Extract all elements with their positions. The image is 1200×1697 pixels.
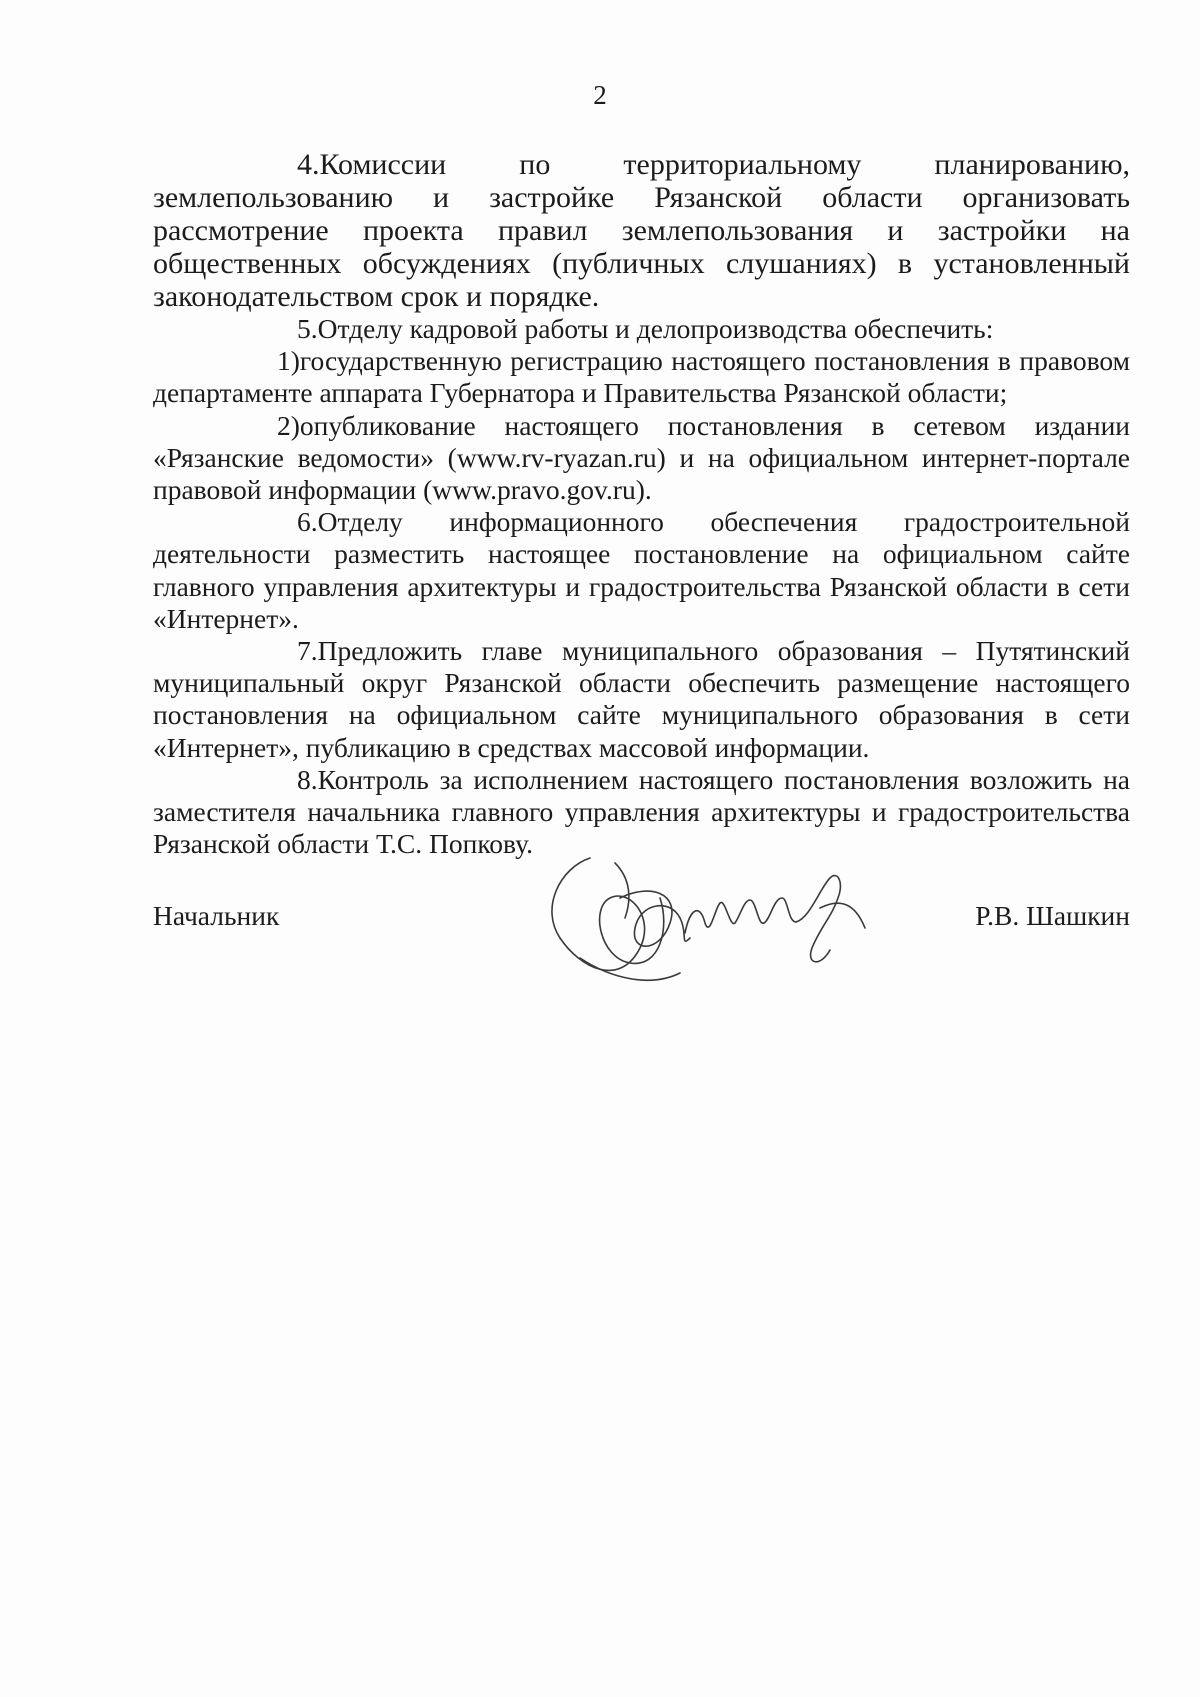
signature-stroke (685, 898, 796, 933)
paragraph-text: Отделу кадровой работы и делопроизводства обеспечить: (317, 313, 994, 344)
paragraph-text: Предложить главе муниципального образования – Путятинский муниципальный округ Рязанской области обеспечить размещение настоящего постановления на официальном сайте муниципального образования в сети «Интернет», публикацию в средствах массовой информации. (153, 635, 1130, 763)
handwritten-signature (520, 838, 920, 998)
paragraph-text: Отделу информационного обеспечения градостроительной деятельности разместить настоящее постановление на официальном сайте главного управления архитектуры и градостроительства Рязанской области в сети «Интернет». (153, 506, 1130, 634)
paragraph-6 (153, 506, 1130, 635)
signature-stroke (615, 863, 629, 918)
signature-stroke (552, 858, 664, 970)
paragraph-number: 1) (277, 345, 300, 377)
subparagraph-2 (153, 410, 1130, 507)
paragraph-number: 7. (297, 635, 318, 667)
paragraph-number: 6. (297, 506, 318, 538)
paragraph-number: 4. (297, 148, 320, 181)
paragraph-7 (153, 635, 1130, 764)
signatory-name: Р.В. Шашкин (975, 900, 1130, 931)
signature-stroke (796, 876, 840, 962)
document-body (153, 148, 1130, 860)
subparagraph-1 (153, 345, 1130, 409)
paragraph-number: 2) (277, 409, 300, 441)
paragraph-text: Комиссии по территориальному планированию, землепользованию и застройке Рязанской области организовать рассмотрение проекта правил землепользования и застройки на общественных обсуждениях (публичных слушаниях) в установленный законодательством срок и порядке. (153, 148, 1130, 313)
signatory-title: Начальник (153, 900, 280, 931)
paragraph-text: опубликование настоящего постановления в сетевом издании «Рязанские ведомости» (www.rv-ryazan.ru) и на официальном интернет-портале правовой информации (www.pravo.gov.ru). (153, 409, 1130, 506)
signature-stroke (820, 903, 865, 928)
page-number: 2 (593, 80, 607, 110)
paragraph-4 (153, 148, 1130, 313)
paragraph-5 (153, 313, 1130, 345)
paragraph-text: государственную регистрацию настоящего постановления в правовом департаменте аппарата Губернатора и Правительства Рязанской области; (153, 345, 1130, 409)
paragraph-number: 5. (297, 313, 318, 344)
paragraph-text: Контроль за исполнением настоящего постановления возложить на заместителя начальника главного управления архитектуры и градостроительства Рязанской области Т.С. Попкову. (153, 763, 1130, 860)
paragraph-number: 8. (297, 763, 318, 795)
